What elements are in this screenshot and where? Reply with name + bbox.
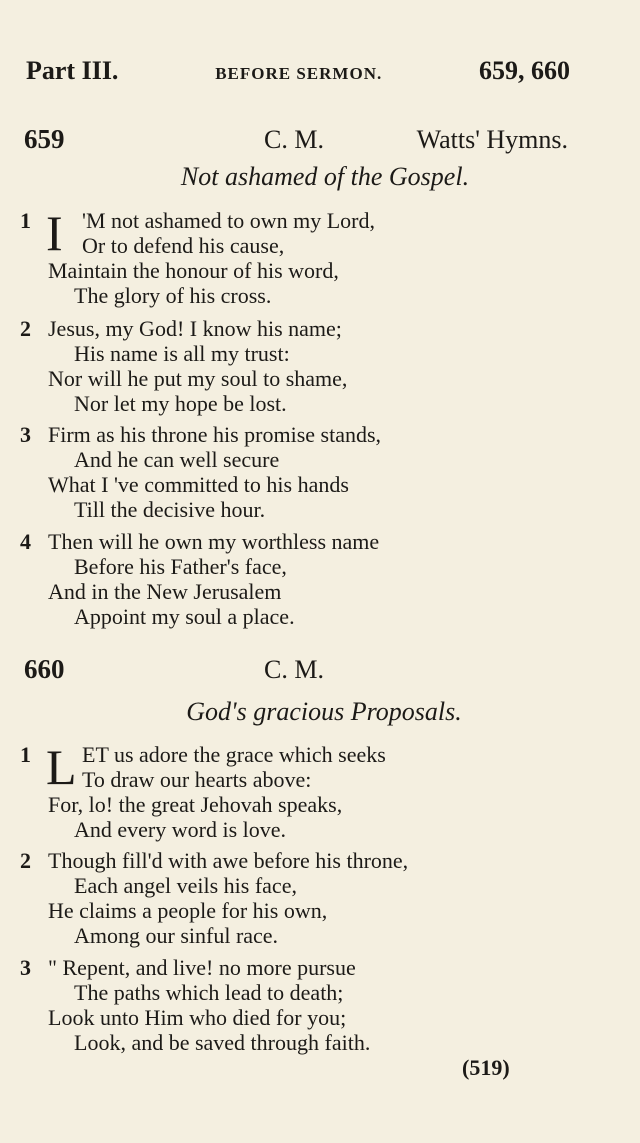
hymn-660-heading [24, 654, 568, 690]
verse-line [20, 529, 580, 554]
verse-line: He claims a people for his own, [48, 898, 328, 923]
verse-line [20, 208, 580, 233]
verse-line: His name is all my trust: [74, 341, 290, 366]
verse-line: The glory of his cross. [74, 283, 272, 308]
stanza [20, 848, 580, 948]
page-number: (519) [462, 1055, 510, 1080]
stanza [20, 955, 580, 1055]
verse-line: Look unto Him who died for you; [48, 1005, 347, 1030]
verse-line: And every word is love. [74, 817, 287, 842]
stanza [20, 422, 580, 522]
hymn-meter: C. M. [264, 655, 324, 684]
verse-line: Nor will he put my soul to shame, [48, 366, 348, 391]
hymn-subtitle: Not ashamed of the Gospel. [180, 162, 470, 191]
stanza-number: 1 [20, 208, 31, 233]
stanza-number: 1 [20, 742, 31, 767]
hymn-source: Watts' Hymns. [416, 125, 568, 154]
stanza [20, 529, 580, 629]
section-label: BEFORE SERMON. [215, 64, 383, 83]
verse-line: Among our sinful race. [74, 923, 279, 948]
verse-text: Though fill'd with awe before his throne, [48, 848, 409, 873]
verse-line: Till the decisive hour. [74, 497, 266, 522]
verse-line [20, 316, 580, 341]
hymn-meter: C. M. [264, 125, 324, 154]
running-header [26, 56, 570, 92]
verse-line [20, 422, 580, 447]
stanza [20, 739, 580, 842]
verse-line: Appoint my soul a place. [74, 604, 295, 629]
stanza-number: 3 [20, 955, 31, 980]
verse-text: ET us adore the grace which seeks [82, 742, 386, 767]
drop-cap: L [46, 739, 77, 795]
part-label: Part III. [26, 56, 119, 85]
verse-line: Each angel veils his face, [74, 873, 297, 898]
stanza [20, 316, 580, 416]
stanza-number: 2 [20, 316, 31, 341]
stanza [20, 205, 580, 308]
hymn-number: 660 [24, 654, 65, 684]
verse-line: Nor let my hope be lost. [74, 391, 287, 416]
drop-cap: I [46, 205, 63, 261]
verse-text: " Repent, and live! no more pursue [48, 955, 356, 980]
stanza-number: 2 [20, 848, 31, 873]
verse-line: Before his Father's face, [74, 554, 287, 579]
verse-text: Jesus, my God! I know his name; [48, 316, 342, 341]
verse-line: Look, and be saved through faith. [74, 1030, 371, 1055]
stanza-number: 4 [20, 529, 31, 554]
verse-text: 'M not ashamed to own my Lord, [82, 208, 375, 233]
hymn-659-heading [24, 124, 568, 160]
verse-line: And in the New Jerusalem [48, 579, 282, 604]
verse-line: For, lo! the great Jehovah speaks, [48, 792, 343, 817]
verse-line: What I 've committed to his hands [48, 472, 349, 497]
verse-line: Maintain the honour of his word, [48, 258, 339, 283]
verse-line [20, 955, 580, 980]
verse-line: And he can well secure [74, 447, 280, 472]
hymn-subtitle: God's gracious Proposals. [186, 697, 462, 726]
verse-line: The paths which lead to death; [74, 980, 344, 1005]
verse-line [20, 742, 580, 767]
stanza-number: 3 [20, 422, 31, 447]
verse-text: Firm as his throne his promise stands, [48, 422, 382, 447]
hymn-numbers: 659, 660 [479, 56, 570, 85]
verse-line [20, 848, 580, 873]
hymn-number: 659 [24, 124, 65, 154]
verse-text: Then will he own my worthless name [48, 529, 380, 554]
verse-line: To draw our hearts above: [82, 767, 312, 792]
verse-line: Or to defend his cause, [82, 233, 285, 258]
